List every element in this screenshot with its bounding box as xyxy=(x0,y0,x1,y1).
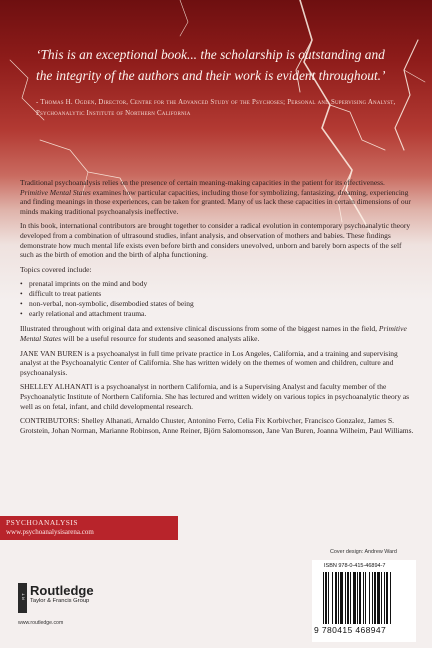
description-paragraph-1: Traditional psychoanalysis relies on the presence of certain meaning-making capacities in the patient for its effectiveness. Primitive Mental States examines how particular capacities, including those for symbolizing, fantasizing, dreaming, experiencing and finding meanings in those experiences, can be taken for granted. Many of us lack these capacities in certain dimensions of our minds making traditional psychoanalysis ineffective. xyxy=(20,178,411,216)
publisher-logo xyxy=(18,583,138,613)
book-description xyxy=(20,178,414,440)
author-bio-shelley: SHELLEY ALHANATI is a psychoanalyst in northern California, and is a Supervising Analyst and faculty member of the Psychoanalytic Institute of Northern California. She has lectured and written widely on various topics in psychoanalytic theory as well as on fetal, infant, and child developmental research. xyxy=(20,382,410,411)
description-paragraph-2: In this book, international contributors are brought together to consider a radical evolution in contemporary psychoanalytic theory developed from a combination of ultrasound studies, infant analysis, and observation of mothers and babies. These findings demonstrate how much mental life exists even before birth and considers unevolved, unborn and barely born aspects of the self such as the birth of emotion and the birth of alpha functioning. xyxy=(20,221,411,260)
endorsement-quote: ‘This is an exceptional book... the scholarship is outstanding and the integrity of the authors and their work is evident throughout.’ xyxy=(36,47,386,83)
category-url[interactable]: www.psychoanalysisarena.com xyxy=(6,528,94,536)
category-label: PSYCHOANALYSIS xyxy=(6,518,78,527)
barcode-panel xyxy=(312,560,416,642)
book-title-italic: Primitive Mental States xyxy=(20,187,91,197)
topics-list xyxy=(20,279,414,319)
author-bio-jane: JANE VAN BUREN is a psychoanalyst in full time private practice in Los Angeles, California, and a training and supervising analyst at the Psychoanalytic Center of California. She has written widely on the themes of women and children, culture and psychoanalysis. xyxy=(20,348,398,377)
routledge-badge-icon: R T xyxy=(18,583,27,613)
book-title-italic: Primitive Mental States xyxy=(20,324,407,343)
endorsement-attribution: - Thomas H. Ogden, Director, Centre for the Advanced Study of the Psychoses; Personal and Supervising Analyst, Psychoanalytic Institute of Northern California xyxy=(36,99,396,117)
topics-heading: Topics covered include: xyxy=(20,264,92,274)
publisher-name: Routledge xyxy=(30,583,94,598)
cover-design-credit: Cover design: Andrew Ward xyxy=(330,549,397,555)
isbn-text: ISBN 978-0-415-46894-7 xyxy=(324,563,386,569)
description-paragraph-3: Illustrated throughout with original data and extensive clinical discussions from some of the biggest names in the field, Primitive Mental States will be a useful resource for students and seasoned analysts alike. xyxy=(20,324,407,343)
publisher-url[interactable]: www.routledge.com xyxy=(18,620,64,626)
topic-item: • prenatal imprints on the mind and body xyxy=(20,279,414,289)
barcode-icon xyxy=(322,572,408,624)
topic-item: • early relational and attachment trauma. xyxy=(20,309,414,319)
contributors-list: CONTRIBUTORS: Shelley Alhanati, Arnaldo Chuster, Antonino Ferro, Celia Fix Korbivcher, Francisco Gonzalez, James S. Grotstein, Johan Norman, Marianne Robinson, Anne Reiner, Björn Salomonsson, Jane Van Buren, Joanna Wilheim, Paul Williams. xyxy=(20,416,414,435)
topic-item: • non-verbal, non-symbolic, disembodied states of being xyxy=(20,299,414,309)
category-band xyxy=(0,516,178,540)
barcode-digits: 9 780415 468947 xyxy=(314,625,387,635)
publisher-group: Taylor & Francis Group xyxy=(30,598,90,604)
topic-item: • difficult to treat patients xyxy=(20,289,414,299)
